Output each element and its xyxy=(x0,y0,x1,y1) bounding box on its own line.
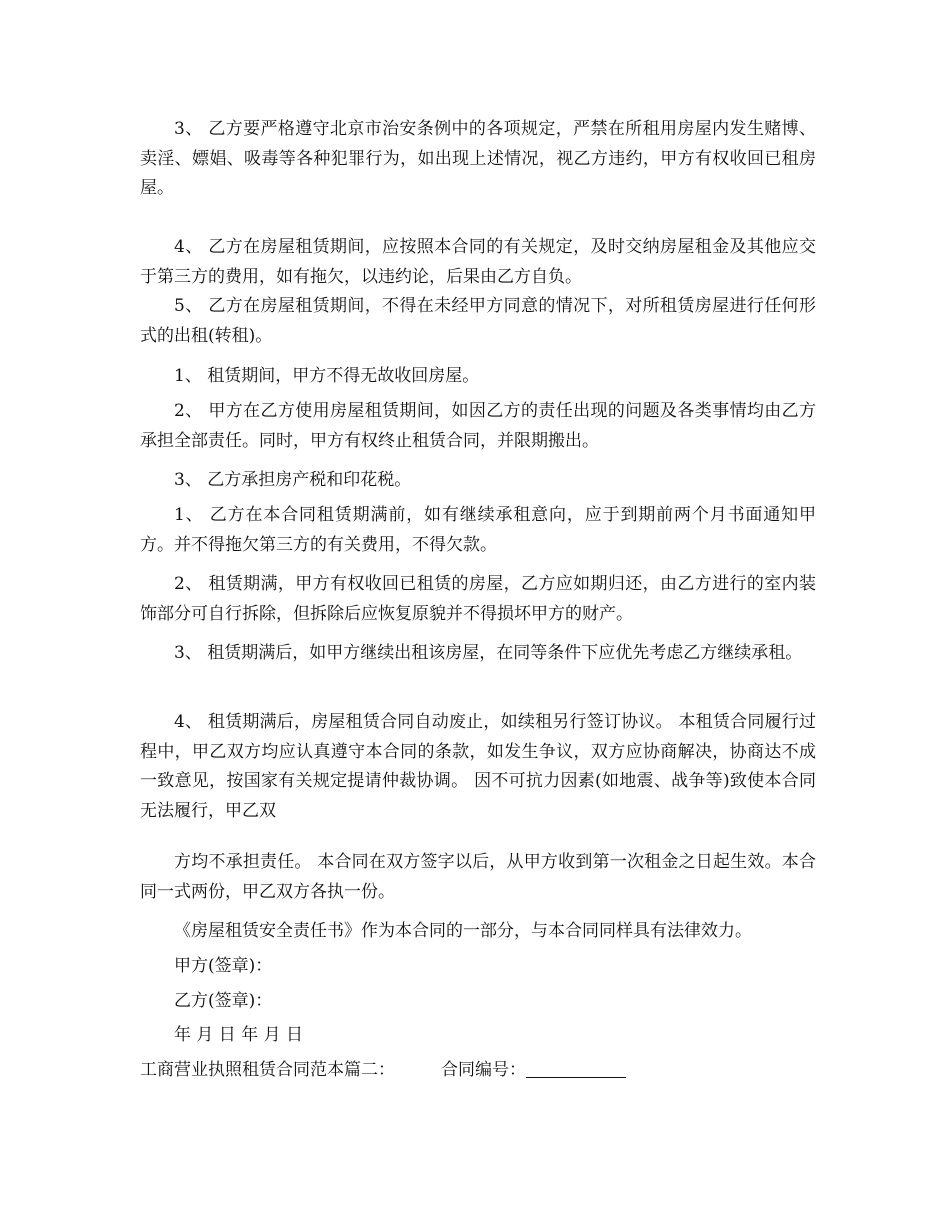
paragraph-clause-4-rent: 4、 乙方在房屋租赁期间，应按照本合同的有关规定，及时交纳房屋租金及其他应交于第三方的费用，如有拖欠，以违约论，后果由乙方自负。 xyxy=(140,237,816,287)
paragraph-expiry-4: 4、 租赁期满后，房屋租赁合同自动废止，如续租另行签订协议。 本租赁合同履行过程中，甲乙双方均应认真遵守本合同的条款，如发生争议，双方应协商解决，协商达不成一致意见，按国家有关规定提请仲裁协调。 因不可抗力因素(如地震、战争等)致使本合同无法履行，甲乙双 xyxy=(140,712,816,821)
paragraph-force-majeure: 方均不承担责任。 本合同在双方签字以后，从甲方收到第一次租金之日起生效。本合同一式两份，甲乙双方各执一份。 xyxy=(140,852,816,902)
paragraph-clause-5-sublet: 5、 乙方在房屋租赁期间，不得在未经甲方同意的情况下，对所租赁房屋进行任何形式的出租(转租)。 xyxy=(140,296,816,346)
responsibility-note: 《房屋租赁安全责任书》作为本合同的一部分，与本合同同样具有法律效力。 xyxy=(174,921,752,941)
paragraph-party-a-1: 1、 租赁期间，甲方不得无故收回房屋。 xyxy=(174,366,480,386)
paragraph-expiry-2: 2、 租赁期满，甲方有权收回已租赁的房屋，乙方应如期归还，由乙方进行的室内装饰部分可自行拆除，但拆除后应恢复原貌并不得损坏甲方的财产。 xyxy=(140,574,816,624)
paragraph-expiry-1: 1、 乙方在本合同租赁期满前，如有继续承租意向，应于到期前两个月书面通知甲方。并不得拖欠第三方的有关费用，不得欠款。 xyxy=(140,505,816,555)
paragraph-party-a-2: 2、 甲方在乙方使用房屋租赁期间，如因乙方的责任出现的问题及各类事情均由乙方承担全部责任。同时，甲方有权终止租赁合同，并限期搬出。 xyxy=(140,401,816,451)
paragraph-expiry-3: 3、 租赁期满后，如甲方继续出租该房屋，在同等条件下应优先考虑乙方继续承租。 xyxy=(174,643,803,663)
paragraph-party-a-3: 3、 乙方承担房产税和印花税。 xyxy=(174,470,412,490)
contract-number-blank xyxy=(526,1059,626,1078)
party-a-signature: 甲方(签章)： xyxy=(174,956,273,976)
party-b-signature: 乙方(签章)： xyxy=(174,991,273,1011)
signature-date: 年 月 日 年 月 日 xyxy=(174,1025,304,1045)
contract-number-label: 合同编号： xyxy=(441,1060,526,1080)
paragraph-clause-3-security: 3、 乙方要严格遵守北京市治安条例中的各项规定，严禁在所租用房屋内发生赌博、卖淫、嫖娼、吸毒等各种犯罪行为，如出现上述情况，视乙方违约，甲方有权收回已租房屋。 xyxy=(140,119,816,198)
footer-heading-line xyxy=(140,1056,626,1086)
footer-title: 工商营业执照租赁合同范本篇二： xyxy=(140,1060,395,1080)
